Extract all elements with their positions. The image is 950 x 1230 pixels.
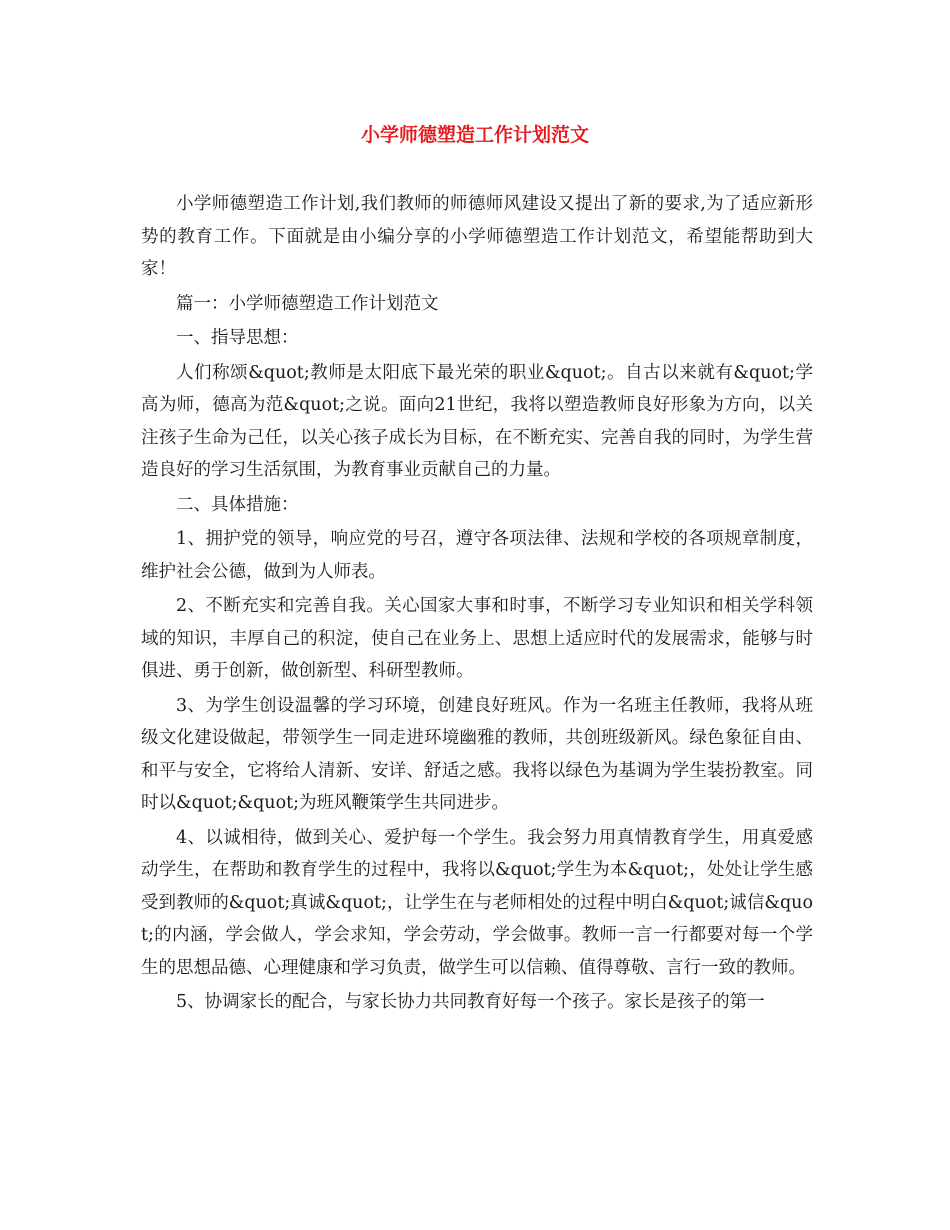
measure-2-paragraph: 2、不断充实和完善自我。关心国家大事和时事，不断学习专业知识和相关学科领域的知识，丰厚自己的积淀，使自己在业务上、思想上适应时代的发展需求，能够与时俱进、勇于创新，做创新型、科研型教师。: [141, 596, 813, 681]
guiding-ideology-paragraph: 人们称颂&quot;教师是太阳底下最光荣的职业&quot;。自古以来就有&quot;学高为师，德高为范&quot;之说。面向21世纪，我将以塑造教师良好形象为方向，以关注孩子生命为己任，以关心孩子成长为目标，在不断充实、完善自我的同时，为学生营造良好的学习生活氛围，为教育事业贡献自己的力量。: [141, 362, 813, 480]
document-title: 小学师德塑造工作计划范文: [360, 124, 589, 146]
section-heading-part-one: 篇一：小学师德塑造工作计划范文: [176, 293, 439, 314]
section-heading-guiding-ideology: 一、指导思想：: [176, 328, 299, 348]
measure-5-paragraph: 5、协调家长的配合，与家长协力共同教育好每一个孩子。家长是孩子的第一: [176, 992, 765, 1012]
measure-3-paragraph: 3、为学生创设温馨的学习环境，创建良好班风。作为一名班主任教师，我将从班级文化建设做起，带领学生一同走进环境幽雅的教师，共创班级新风。绿色象征自由、和平与安全，它将给人清新、安详、舒适之感。我将以绿色为基调为学生装扮教室。同时以&quot;&quot;为班风鞭策学生共同进步。: [141, 695, 813, 813]
intro-paragraph: 小学师德塑造工作计划,我们教师的师德师风建设又提出了新的要求,为了适应新形势的教育工作。下面就是由小编分享的小学师德塑造工作计划范文，希望能帮助到大家！: [141, 194, 813, 279]
document-body: [141, 188, 813, 1021]
measure-1-paragraph: 1、拥护党的领导，响应党的号召，遵守各项法律、法规和学校的各项规章制度，维护社会公德，做到为人师表。: [141, 529, 813, 582]
measure-4-paragraph: 4、以诚相待，做到关心、爱护每一个学生。我会努力用真情教育学生，用真爱感动学生，在帮助和教育学生的过程中，我将以&quot;学生为本&quot;，处处让学生感受到教师的&quot;真诚&quot;，让学生在与老师相处的过程中明白&quot;诚信&quot;的内涵，学会做人，学会求知，学会劳动，学会做事。教师一言一行都要对每一个学生的思想品德、心理健康和学习负责，做学生可以信赖、值得尊敬、言行一致的教师。: [141, 827, 813, 978]
section-heading-specific-measures: 二、具体措施：: [176, 494, 299, 515]
